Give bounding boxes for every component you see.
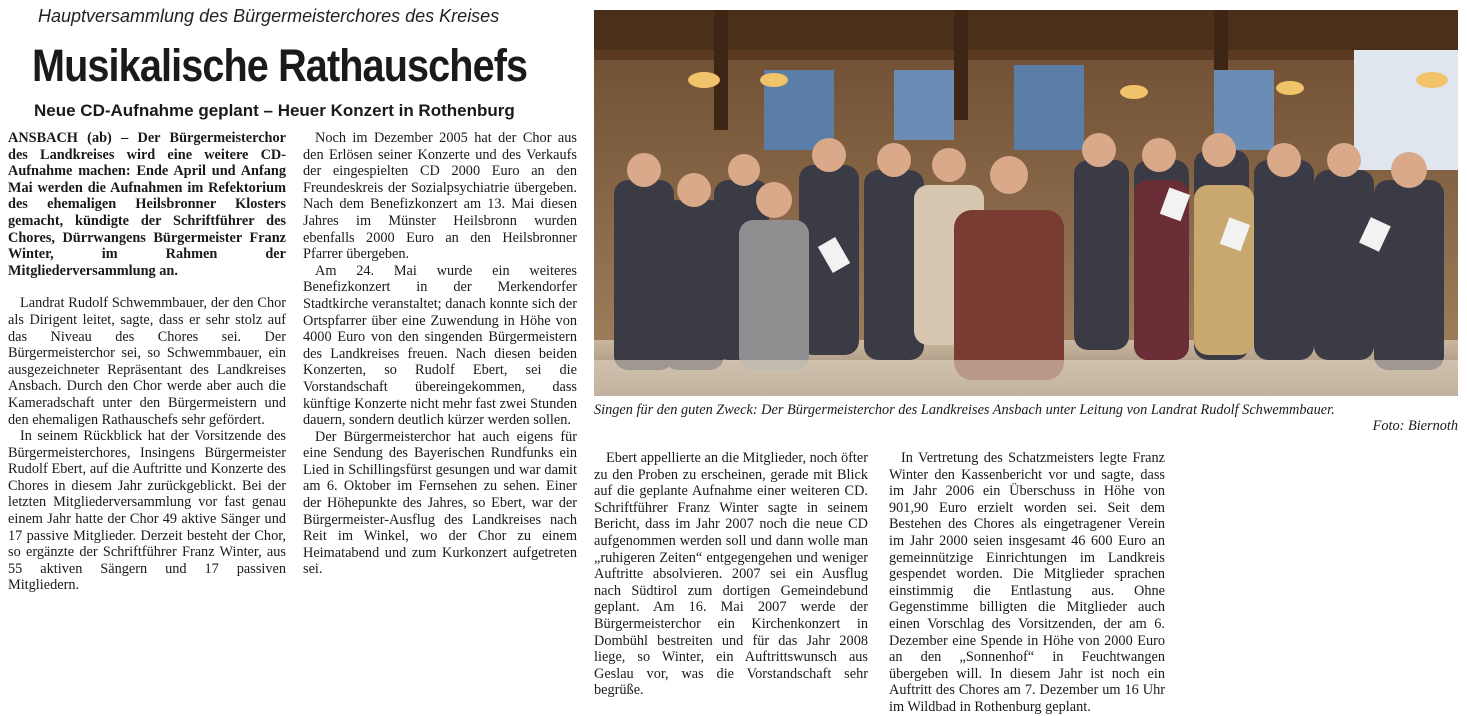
paragraph-7: In Vertretung des Schatzmeisters legte Franz Winter den Kassenbericht vor und sagte, dass im Jahr 2006 ein Überschuss in Höhe von 901,90 Euro erzielt worden sei. Seit dem Bestehen des Chores als eingetragener Verein im Jahr 2000 seien insgesamt 46 600 Euro an gemeinnützige Einrichtungen im Landkreis gespendet worden. Die Mitglieder sprachen einstimmig die Entlastung aus. Ohne Gegenstimme billigten die Mitglieder auch einen Vorschlag des Vorsitzenden, der am 6. Dezember eine Spende in Höhe von 2000 Euro an den „Sonnenhof“ in Feuchtwangen übergeben will. In diesem Jahr ist noch ein Auftritt des Chores am 7. Dezember um 16 Uhr im Wildbad in Rothenburg geplant. xyxy=(889,450,1165,715)
article-kicker: Hauptversammlung des Bürgermeisterchores des Kreises xyxy=(38,6,500,26)
paragraph-6: Ebert appellierte an die Mitglieder, noch öfter zu den Proben zu erscheinen, gerade mit Blick auf die geplante Aufnahme einer weiteren CD. Schriftführer Franz Winter sagte in seinem Bericht, dass im Jahr 2007 noch die neue CD aufgenommen werden soll und dann wolle man „ruhigeren Zeiten“ entgegengehen und weniger Auftritte absolvieren. 2007 sei ein Ausflug nach Südtirol zum dortigen Gemeindebund geplant. Am 16. Mai 2007 werde der Bürgermeisterchor ein Kirchenkonzert in Dombühl bestreiten und für das Jahr 2008 liege, so Winter, ein Auftrittswunsch aus Geslau vor, was die Vorstandschaft sehr begrüße. xyxy=(594,450,868,699)
paragraph-5: Der Bürgermeisterchor hat auch eigens für eine Sendung des Bayerischen Rundfunks ein Lied in Schillingsfürst gesungen und war damit am 6. Oktober im Fernsehen zu sehen. Einer der Höhepunkte des Jahres, so Ebert, war der Bürgermeister-Ausflug des Landkreises nach Reit im Winkel, wo der Chor zu einem Heimatabend und zum Kurkonzert aufgetreten sei. xyxy=(303,428,577,578)
paragraph-2: In seinem Rückblick hat der Vorsitzende des Bürgermeisterchores, Insingens Bürgermeister Rudolf Ebert, auf die Auftritte und Konzerte des Chores in diesem Jahr zurückgeblickt. Bei der letzten Mitgliederversammlung vor fast genau einem Jahr hatte der Chor 49 aktive Sänger und 17 passive Mitglieder. Derzeit besteht der Chor, so ergänzte der Schriftführer Franz Winter, aus 55 aktiven Sängern und 17 passiven Mitgliedern. xyxy=(8,428,286,594)
lead-paragraph: ANSBACH (ab) – Der Bürgermeisterchor des Landkreises wird eine weitere CD-Aufnahme machen: Ende April und Anfang Mai werden die Aufnahmen im Refektorium des ehemaligen Heilsbronner Klosters gemacht, kündigte der Schriftführer des Chores, Dürrwangens Bürgermeister Franz Winter, im Rahmen der Mitgliederversammlung an. xyxy=(8,130,286,279)
choir-photo xyxy=(594,10,1458,396)
article-headline: Musikalische Rathauschefs xyxy=(32,40,528,91)
text-column-4 xyxy=(889,450,1165,716)
photo-caption xyxy=(594,402,1458,434)
text-column-2 xyxy=(303,130,577,578)
caption-text: Singen für den guten Zweck: Der Bürgermeisterchor des Landkreises Ansbach unter Leitung von Landrat Rudolf Schwemmbauer. xyxy=(594,402,1335,418)
choir-photo-image xyxy=(594,10,1458,396)
text-column-1 xyxy=(8,130,286,594)
text-column-3 xyxy=(594,450,868,699)
article-subhead: Neue CD-Aufnahme geplant – Heuer Konzert in Rothenburg xyxy=(34,101,515,120)
paragraph-3: Noch im Dezember 2005 hat der Chor aus den Erlösen seiner Konzerte und des Verkaufs der eingespielten CD 2000 Euro an den Freundeskreis der Sozialpsychiatrie übergeben. Nach dem Benefizkonzert am 13. Mai diesen Jahres im Münster Heilsbronn wurden ebenfalls 2000 Euro an den Heilsbronner Pfarrer übergeben. xyxy=(303,130,577,263)
paragraph-4: Am 24. Mai wurde ein weiteres Benefizkonzert in der Merkendorfer Stadtkirche veranstaltet; danach konnte sich der Ortspfarrer über eine Zuwendung in Höhe von 4000 Euro von den singenden Bürgermeistern des Landkreises freuen. Nach diesen beiden Konzerten, so Rudolf Ebert, sei die Vorstandschaft übereingekommen, dass künftige Konzerte nicht mehr fast zwei Stunden dauern, sondern deutlich kürzer werden sollen. xyxy=(303,262,577,429)
photo-credit: Foto: Biernoth xyxy=(1372,418,1458,434)
paragraph-1: Landrat Rudolf Schwemmbauer, der den Chor als Dirigent leitet, sagte, dass er sehr stolz auf das Niveau des Chores sei. Der Bürgermeisterchor sei, so Schwemmbauer, ein ausgezeichneter Repräsentant des Landkreises Ansbach. Durch den Chor werde aber auch die Kameradschaft unter den Bürgermeistern und den ehemaligen Rathauschefs sehr gefördert. xyxy=(8,295,286,428)
